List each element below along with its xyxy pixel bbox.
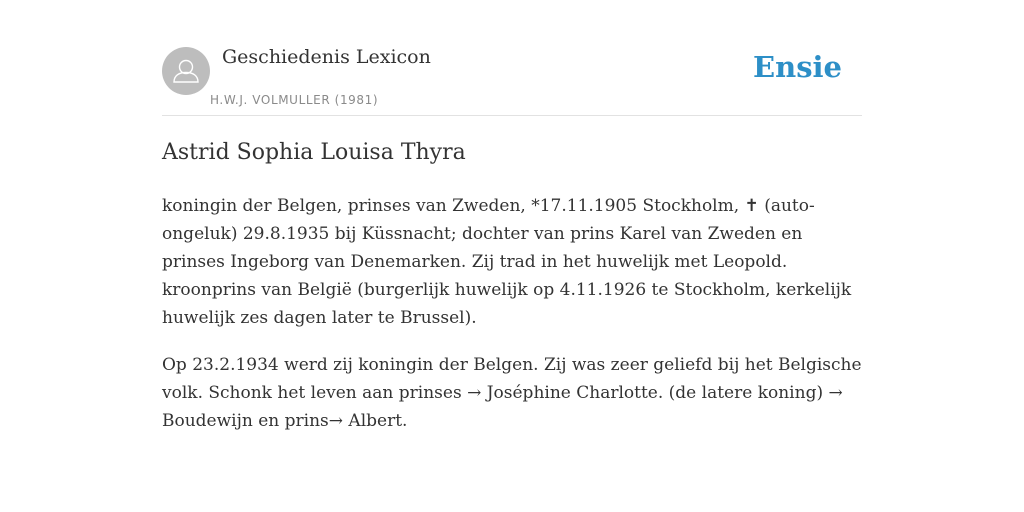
entry-header (162, 0, 862, 116)
entry-body (162, 192, 862, 454)
brand-logo[interactable]: Ensie (753, 50, 842, 84)
entry-paragraph: Op 23.2.1934 werd zij koningin der Belgen. Zij was zeer geliefd bij het Belgische volk. Schonk het leven aan prinses → Joséphine Charlotte. (de latere koning) → Boudewijn en prins→ Albert. (162, 355, 862, 431)
entry-title: Astrid Sophia Louisa Thyra (162, 140, 466, 165)
source-title-link[interactable]: Geschiedenis Lexicon (222, 46, 431, 68)
entry-paragraph: koningin der Belgen, prinses van Zweden, *17.11.1905 Stockholm, ✝ (auto-ongeluk) 29.8.1935 bij Küssnacht; dochter van prins Karel van Zweden en prinses Ingeborg van Denemarken. Zij trad in het huwelijk met Leopold. kroonprins van België (burgerlijk huwelijk op 4.11.1926 te Stockholm, kerkelijk huwelijk zes dagen later te Brussel). (162, 196, 852, 328)
author-avatar[interactable] (162, 47, 210, 95)
page-container (162, 0, 862, 431)
source-author: H.W.J. VOLMULLER (1981) (210, 93, 379, 107)
user-icon (162, 47, 210, 95)
